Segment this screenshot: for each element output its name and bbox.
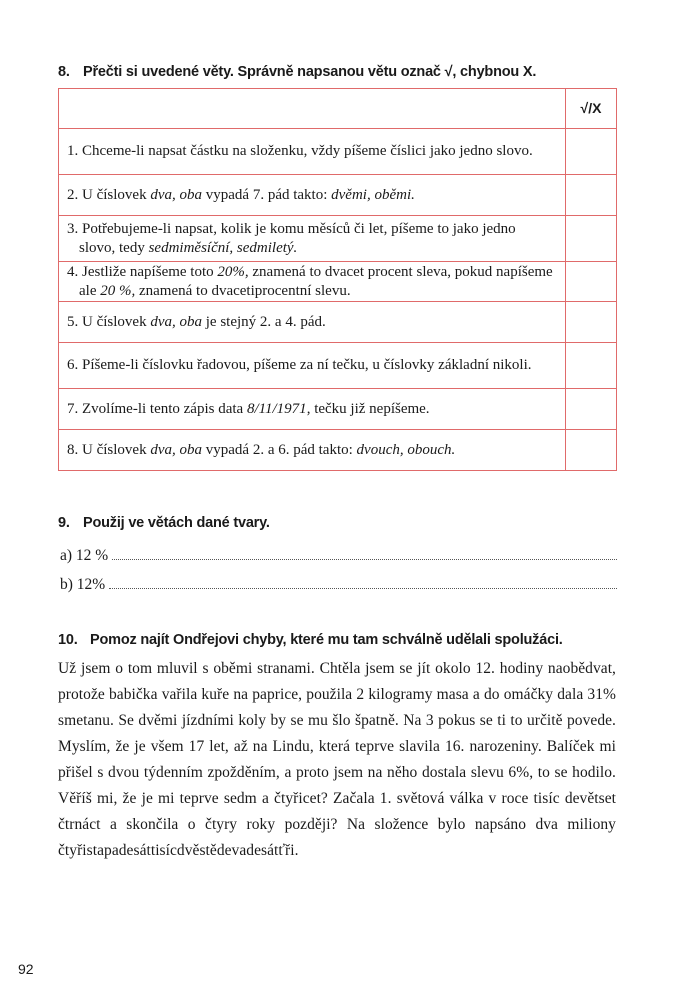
task-number: 10.: [58, 632, 78, 648]
task-10-heading: [58, 632, 563, 648]
sentence-text: znamená to dvacet procent sleva, pokud napíšeme ale: [79, 263, 553, 299]
sentence-text: U číslovek: [82, 186, 151, 203]
italic-term: dva, oba: [150, 186, 202, 203]
sentence-text: Píšeme-li číslovku řadovou, píšeme za ní tečku, u číslovky základní nikoli.: [82, 357, 532, 373]
answer-cell[interactable]: [566, 389, 617, 430]
sentence-cell: [59, 129, 566, 175]
task-instruction: Použij ve větách dané tvary.: [83, 515, 270, 531]
sentence-text: je stejný 2. a 4. pád.: [202, 313, 326, 330]
page-number: 92: [18, 961, 34, 977]
sentence-cell: [59, 216, 566, 262]
answer-cell[interactable]: [566, 175, 617, 216]
italic-term: dvěmi, oběmi.: [331, 186, 415, 203]
answer-cell[interactable]: [566, 302, 617, 343]
sentence-text: Potřebujeme-li napsat, kolik je komu měsíců či let, píšeme to jako jedno slovo, tedy: [79, 220, 516, 256]
sentence-cell: [59, 343, 566, 389]
sentence-number: 7.: [67, 400, 82, 417]
sentence-cell: [59, 430, 566, 471]
sentence-text: Jestliže napíšeme toto: [82, 263, 218, 280]
task-instruction: Pomoz najít Ondřejovi chyby, které mu tam schválně udělali spolužáci.: [90, 632, 563, 648]
answer-cell[interactable]: [566, 262, 617, 302]
sentence-table: [58, 88, 617, 471]
answer-line-b[interactable]: [60, 574, 617, 596]
sentence-text: , tečku již nepíšeme.: [306, 400, 430, 417]
sentence-number: 8.: [67, 441, 82, 458]
sentence-number: 4.: [67, 263, 82, 280]
sentence-text: Chceme-li napsat částku na složenku, vždy píšeme číslici jako jedno slovo.: [82, 143, 533, 159]
sentence-cell: [59, 302, 566, 343]
check-column-header: √/X: [566, 89, 617, 129]
answer-label: a) 12 %: [60, 547, 109, 564]
italic-term: dvouch, obouch.: [356, 441, 456, 458]
sentence-number: 3.: [67, 220, 82, 237]
italic-term: 20 %,: [100, 282, 136, 299]
answer-line-a[interactable]: [60, 545, 617, 567]
italic-term: dva, oba: [150, 441, 202, 458]
answer-cell[interactable]: [566, 216, 617, 262]
sentence-number: 5.: [67, 313, 82, 330]
sentence-text: vypadá 7. pád takto:: [202, 186, 332, 203]
italic-term: dva, oba: [150, 313, 202, 330]
sentence-number: 1.: [67, 143, 82, 159]
sentence-text: vypadá 2. a 6. pád takto:: [202, 441, 357, 458]
sentence-cell: [59, 262, 566, 302]
sentence-cell: [59, 389, 566, 430]
sentence-cell: [59, 175, 566, 216]
sentence-number: 2.: [67, 186, 82, 203]
answer-label: b) 12%: [60, 576, 106, 593]
table-header-row: [59, 89, 617, 129]
answer-cell[interactable]: [566, 430, 617, 471]
sentence-text: znamená to dvacetiprocentní slevu.: [135, 282, 351, 299]
italic-term: 20%,: [217, 263, 249, 280]
italic-term: 8/11/1971: [246, 400, 307, 417]
task-8-heading: [58, 64, 536, 80]
task-instruction: Přečti si uvedené věty. Správně napsanou větu označ √, chybnou X.: [83, 64, 537, 80]
italic-term: sedmiměsíční, sedmiletý.: [148, 239, 298, 256]
dotted-answer-line[interactable]: [112, 545, 617, 560]
sentence-text: Zvolíme-li tento zápis data: [82, 400, 247, 417]
answer-cell[interactable]: [566, 343, 617, 389]
sentence-number: 6.: [67, 357, 82, 373]
task-9-heading: [58, 515, 270, 531]
error-paragraph: Už jsem o tom mluvil s oběmi stranami. Chtěla jsem se jít okolo 12. hodiny naobědvat, protože babička vařila kuře na paprice, použila 2 kilogramy masa a do omáčky dala 31% smetanu. Se dvěmi jízdními koly by se mu šlo špatně. Na 3 pokus se ti to určitě povede. Myslím, že je všem 17 let, až na Lindu, která teprve slavila 16. narozeniny. Balíček mi přišel s dvou týdenním zpožděním, a proto jsem na něho dostala slevu 6%, to se hodilo. Věříš mi, že je mi teprve sedm a čtyřicet? Začala 1. světová válka v roce tisíc devětset čtrnáct a skončila o čtyry roky později? Na složence bylo napsáno dva miliony čtyřistapadesáttisícdvěstědevadesátťři.: [58, 660, 616, 859]
dotted-answer-line[interactable]: [109, 574, 617, 589]
sentence-text: U číslovek: [82, 441, 151, 458]
sentence-text: U číslovek: [82, 313, 151, 330]
task-number: 9.: [58, 515, 70, 531]
answer-cell[interactable]: [566, 129, 617, 175]
header-blank-cell: [59, 89, 566, 129]
task-number: 8.: [58, 64, 70, 80]
